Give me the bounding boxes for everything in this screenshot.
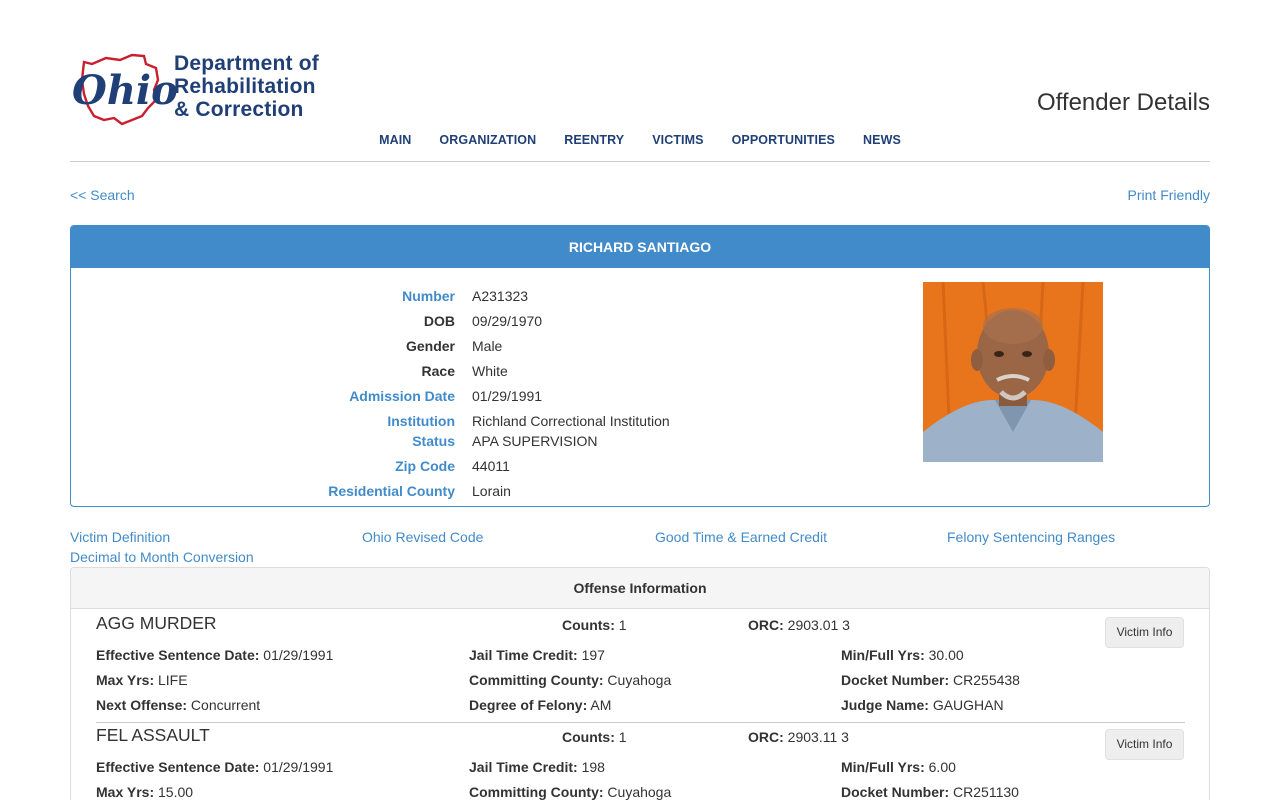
detail-label: Race bbox=[421, 363, 455, 379]
field-label: ORC: bbox=[748, 617, 784, 633]
committing-county-field bbox=[469, 672, 671, 688]
detail-institution bbox=[71, 411, 771, 431]
degree-of-felony-field bbox=[469, 697, 611, 713]
org-line-2: Rehabilitation bbox=[174, 75, 316, 98]
field-value: Cuyahoga bbox=[607, 672, 672, 688]
detail-label: Gender bbox=[405, 338, 455, 354]
field-value: 30.00 bbox=[928, 647, 964, 663]
min-full-yrs-field bbox=[841, 759, 956, 775]
detail-label: DOB bbox=[423, 313, 455, 329]
detail-admission-date bbox=[71, 386, 771, 406]
main-nav bbox=[0, 133, 1280, 147]
offender-name: RICHARD SANTIAGO bbox=[71, 226, 1209, 268]
effective-sentence-date-field bbox=[96, 759, 333, 775]
ohio-revised-code-link[interactable]: Ohio Revised Code bbox=[362, 529, 484, 545]
nav-reentry[interactable]: REENTRY bbox=[564, 133, 625, 147]
field-label: Docket Number: bbox=[841, 784, 950, 800]
field-value: 197 bbox=[581, 647, 605, 663]
min-full-yrs-field bbox=[841, 647, 964, 663]
field-label: Effective Sentence Date: bbox=[96, 759, 260, 775]
field-label: Judge Name: bbox=[841, 697, 929, 713]
field-value: 15.00 bbox=[158, 784, 194, 800]
offender-photo bbox=[923, 282, 1103, 462]
offense-panel bbox=[70, 567, 1210, 800]
counts-field bbox=[562, 617, 627, 633]
field-label: Effective Sentence Date: bbox=[96, 647, 260, 663]
field-label: Max Yrs: bbox=[96, 784, 155, 800]
detail-label[interactable]: Institution bbox=[387, 413, 455, 429]
field-label: Jail Time Credit: bbox=[469, 759, 578, 775]
field-value: 6.00 bbox=[928, 759, 956, 775]
detail-value: 44011 bbox=[472, 458, 510, 474]
detail-gender bbox=[71, 336, 771, 356]
orc-field bbox=[748, 617, 850, 633]
field-label: Docket Number: bbox=[841, 672, 950, 688]
offense-name: AGG MURDER bbox=[96, 613, 217, 633]
detail-label[interactable]: Status bbox=[412, 433, 455, 449]
org-line-3: & Correction bbox=[174, 98, 304, 121]
field-value: CR251130 bbox=[953, 784, 1019, 800]
nav-organization[interactable]: ORGANIZATION bbox=[439, 133, 537, 147]
detail-value: Richland Correctional Institution bbox=[472, 413, 670, 429]
docket-number-field bbox=[841, 672, 1020, 688]
field-value: 198 bbox=[581, 759, 605, 775]
detail-dob bbox=[71, 311, 771, 331]
detail-race bbox=[71, 361, 771, 381]
field-value: 01/29/1991 bbox=[263, 759, 334, 775]
detail-label[interactable]: Residential County bbox=[328, 483, 455, 499]
jail-time-credit-field bbox=[469, 647, 605, 663]
judge-name-field bbox=[841, 697, 1004, 713]
field-label: Min/Full Yrs: bbox=[841, 647, 925, 663]
max-yrs-field bbox=[96, 784, 193, 800]
victim-definition-link[interactable]: Victim Definition bbox=[70, 529, 171, 545]
ohio-script-text: Ohio bbox=[72, 67, 178, 114]
print-friendly-link[interactable]: Print Friendly bbox=[1127, 187, 1210, 203]
field-value: 2903.01 3 bbox=[787, 617, 850, 633]
field-label: Counts: bbox=[562, 617, 615, 633]
field-value: 1 bbox=[618, 729, 627, 745]
field-label: ORC: bbox=[748, 729, 784, 745]
detail-label[interactable]: Admission Date bbox=[349, 388, 455, 404]
field-value: 2903.11 3 bbox=[787, 729, 849, 745]
detail-value: White bbox=[472, 363, 508, 379]
detail-number bbox=[71, 286, 771, 306]
nav-victims[interactable]: VICTIMS bbox=[652, 133, 704, 147]
jail-time-credit-field bbox=[469, 759, 605, 775]
victim-info-button[interactable]: Victim Info bbox=[1105, 617, 1184, 648]
offense-divider bbox=[96, 722, 1185, 723]
field-value: LIFE bbox=[158, 672, 188, 688]
field-label: Jail Time Credit: bbox=[469, 647, 578, 663]
nav-opportunities[interactable]: OPPORTUNITIES bbox=[731, 133, 835, 147]
field-value: GAUGHAN bbox=[932, 697, 1004, 713]
field-label: Next Offense: bbox=[96, 697, 188, 713]
detail-status bbox=[71, 431, 771, 451]
detail-value: A231323 bbox=[472, 288, 529, 304]
victim-info-button[interactable]: Victim Info bbox=[1105, 729, 1184, 760]
nav-main[interactable]: MAIN bbox=[379, 133, 412, 147]
decimal-to-month-link[interactable]: Decimal to Month Conversion bbox=[70, 549, 254, 565]
detail-value: 01/29/1991 bbox=[472, 388, 543, 404]
field-label: Committing County: bbox=[469, 784, 604, 800]
detail-residential-county bbox=[71, 481, 771, 501]
next-offense-field bbox=[96, 697, 260, 713]
field-value: Cuyahoga bbox=[607, 784, 672, 800]
page-title: Offender Details bbox=[1037, 89, 1210, 116]
docket-number-field bbox=[841, 784, 1019, 800]
offender-panel bbox=[70, 225, 1210, 507]
org-line-1: Department of bbox=[174, 52, 319, 75]
orc-field bbox=[748, 729, 849, 745]
counts-field bbox=[562, 729, 627, 745]
offense-name: FEL ASSAULT bbox=[96, 725, 210, 745]
field-label: Max Yrs: bbox=[96, 672, 155, 688]
field-label: Min/Full Yrs: bbox=[841, 759, 925, 775]
field-label: Degree of Felony: bbox=[469, 697, 588, 713]
field-value: Concurrent bbox=[190, 697, 261, 713]
detail-value: 09/29/1970 bbox=[472, 313, 543, 329]
field-value: 01/29/1991 bbox=[263, 647, 334, 663]
detail-value: Lorain bbox=[472, 483, 511, 499]
nav-news[interactable]: NEWS bbox=[863, 133, 901, 147]
header-divider bbox=[70, 161, 1210, 162]
detail-label[interactable]: Zip Code bbox=[395, 458, 455, 474]
field-value: CR255438 bbox=[953, 672, 1020, 688]
field-label: Committing County: bbox=[469, 672, 604, 688]
felony-sentencing-ranges-link[interactable]: Felony Sentencing Ranges bbox=[947, 529, 1116, 545]
good-time-earned-credit-link[interactable]: Good Time & Earned Credit bbox=[655, 529, 827, 545]
field-value: 1 bbox=[618, 617, 627, 633]
effective-sentence-date-field bbox=[96, 647, 333, 663]
field-value: AM bbox=[590, 697, 612, 713]
org-name[interactable] bbox=[174, 52, 319, 121]
detail-zip-code bbox=[71, 456, 771, 476]
committing-county-field bbox=[469, 784, 671, 800]
back-to-search-link[interactable]: << Search bbox=[70, 187, 135, 203]
detail-label[interactable]: Number bbox=[402, 288, 455, 304]
offense-heading: Offense Information bbox=[71, 568, 1209, 609]
field-label: Counts: bbox=[562, 729, 615, 745]
detail-value: Male bbox=[472, 338, 503, 354]
max-yrs-field bbox=[96, 672, 188, 688]
detail-value: APA SUPERVISION bbox=[472, 433, 598, 449]
